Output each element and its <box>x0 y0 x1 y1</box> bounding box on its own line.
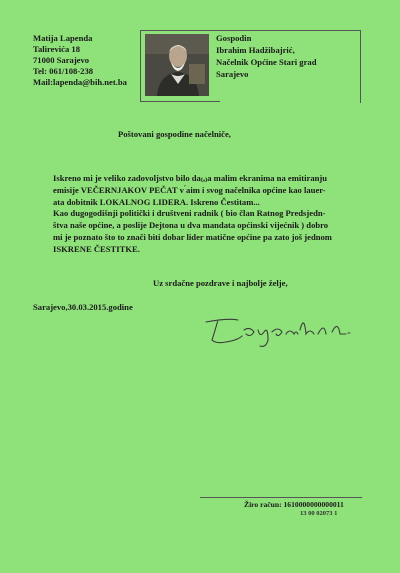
recipient-name: Ibrahim Hadžibajrić, <box>216 45 295 55</box>
body-line: Iskreno mi je veliko zadovoljstvo bilo da₍,₎a malim ekranima na emitiranju <box>53 173 328 183</box>
sender-street: Talirevića 18 <box>33 44 81 54</box>
header-frame-left <box>140 30 141 102</box>
body-line: mi je poznato što to znači biti dobar lider matične općine pa zato još jednom <box>53 231 332 242</box>
body-line: štva naše općine, a poslije Dejtona u dva mandata općinski vijećnik ) dobro <box>53 220 329 231</box>
footer-divider <box>200 497 362 498</box>
portrait-photo <box>145 34 209 96</box>
body-paragraph-2 <box>53 208 353 255</box>
sender-name: Matija Lapenda <box>33 33 93 43</box>
body-paragraph-1 <box>53 173 353 208</box>
salutation: Poštovani gospodine načelniče, <box>118 129 231 139</box>
body-line: ata dobitnik LOKALNOG LIDERA. Iskreno Čestitam... <box>53 196 260 207</box>
letter-date: Sarajevo,30.03.2015.godine <box>33 302 133 312</box>
sender-phone: Tel: 061/108-238 <box>33 66 94 76</box>
bank-account: Žiro račun: 1610000000000011 <box>244 500 344 509</box>
recipient-city: Sarajevo <box>216 69 249 79</box>
header-frame-bottom <box>140 101 220 102</box>
recipient-title: Gospodin <box>216 33 252 43</box>
letter-body <box>53 173 353 256</box>
sender-city: 71000 Sarajevo <box>33 55 90 65</box>
sender-address <box>33 33 127 88</box>
sender-email: Mail:lapenda@bih.net.ba <box>33 77 127 87</box>
body-line: ISKRENE ČESTITKE. <box>53 243 140 254</box>
portrait-image <box>145 34 209 96</box>
body-line: emisije VEČERNJAKOV PEČAT v ́aim i svog načelnika općine kao lauer- <box>53 184 326 195</box>
bank-account-secondary: 13 00 02073 1 <box>300 510 338 515</box>
recipient-position: Načelnik Općine Stari grad <box>216 57 317 67</box>
body-line: Kao dugogodišnji politički i društveni radnik ( bio član Ratnog Predsjedn- <box>53 208 326 219</box>
closing-phrase: Uz srdačne pozdrave i najbolje želje, <box>153 278 288 288</box>
recipient-address <box>216 32 317 80</box>
handwritten-signature <box>198 300 358 350</box>
